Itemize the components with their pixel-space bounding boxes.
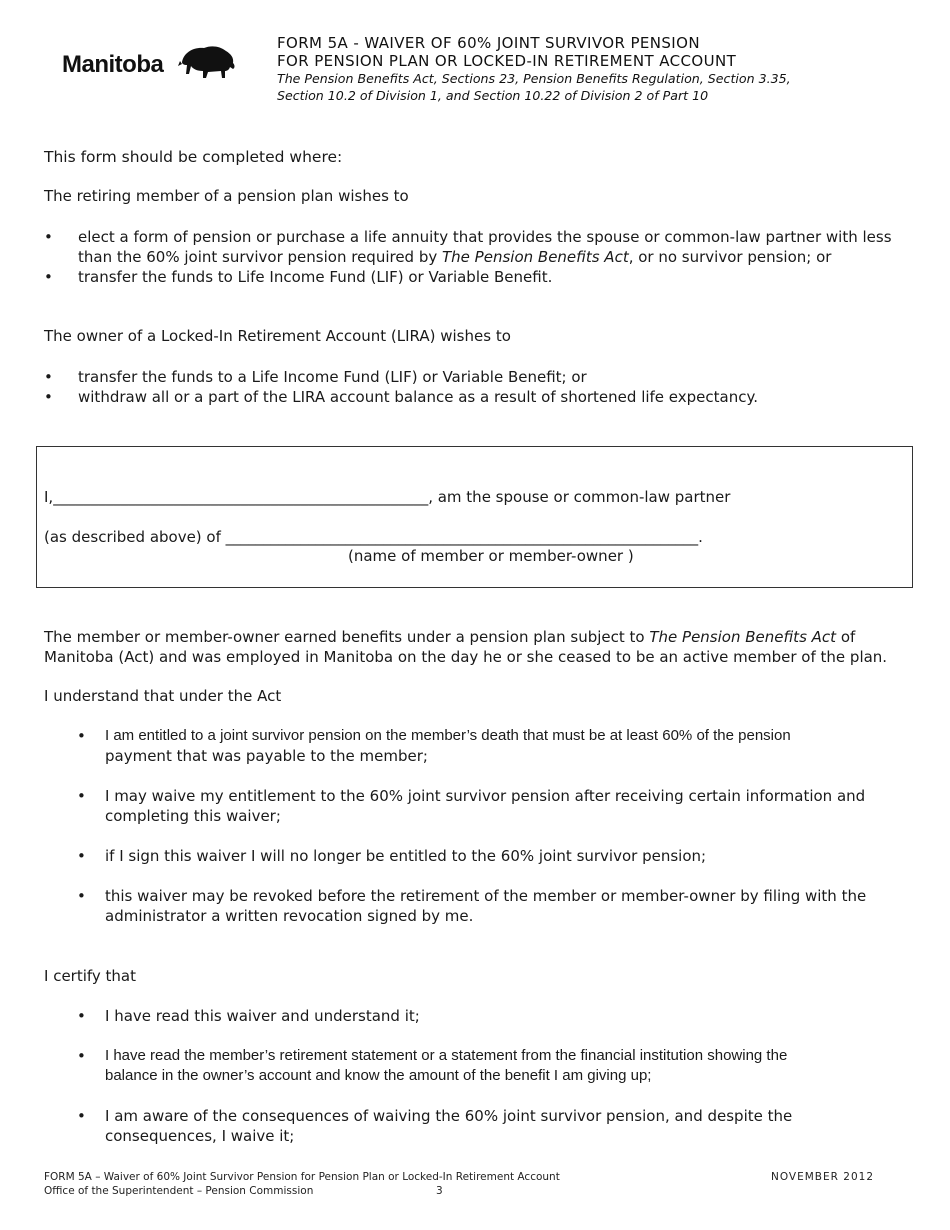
act-name: The Pension Benefits Act (442, 248, 629, 266)
list-item (77, 726, 917, 766)
footer-office: Office of the Superintendent – Pension Commission (44, 1185, 314, 1197)
bullet-dot: • (44, 388, 53, 406)
bullet-text: if I sign this waiver I will no longer be entitled to the 60% joint survivor pension; (105, 847, 707, 865)
bullet-text-line2: consequences, I waive it; (105, 1127, 295, 1145)
manitoba-logo (62, 42, 237, 84)
bullet-text: elect a form of pension or purchase a life annuity that provides the spouse or common-law partner with less (78, 228, 892, 246)
list-item (44, 367, 924, 387)
intro-heading: This form should be completed where: (44, 148, 343, 166)
understand-heading: I understand that under the Act (44, 687, 282, 705)
form-title-line2: FOR PENSION PLAN OR LOCKED-IN RETIREMENT ACCOUNT (277, 52, 737, 70)
list-item (44, 227, 924, 267)
list-item (44, 387, 924, 407)
form-header (277, 34, 917, 104)
list-item (77, 886, 917, 926)
form-subtitle-line2: Section 10.2 of Division 1, and Section 10.22 of Division 2 of Part 10 (277, 88, 709, 103)
text-segment: The member or member-owner earned benefits under a pension plan subject to (44, 628, 650, 646)
bullet-text: I have read this waiver and understand it; (105, 1007, 420, 1025)
bullet-text: transfer the funds to a Life Income Fund (LIF) or Variable Benefit; or (78, 368, 587, 386)
bullet-text: I may waive my entitlement to the 60% joint survivor pension after receiving certain information and (105, 787, 866, 805)
footer-date: NOVEMBER 2012 (771, 1171, 875, 1183)
form-title-line1: FORM 5A - WAIVER OF 60% JOINT SURVIVOR PENSION (277, 34, 700, 52)
bullet-dot: • (77, 887, 86, 905)
bullet-text: I have read the member’s retirement statement or a statement from the financial institution showing the (105, 1047, 788, 1064)
act-paragraph-line2: Manitoba (Act) and was employed in Manitoba on the day he or she ceased to be an active member of the plan. (44, 648, 888, 666)
act-name: The Pension Benefits Act (649, 628, 837, 646)
member-name-field[interactable]: (as described above) of _______________________________________________________________. (44, 528, 703, 546)
bullet-dot: • (77, 1107, 86, 1125)
certify-heading: I certify that (44, 967, 137, 985)
list-item (77, 1006, 917, 1026)
bullet-dot: • (77, 787, 86, 805)
list-item (77, 1046, 917, 1086)
bullet-dot: • (44, 368, 53, 386)
bullet-dot: • (77, 1007, 86, 1025)
bullet-text-line2 (78, 247, 831, 267)
bullet-dot: • (77, 727, 86, 745)
bullet-text: this waiver may be revoked before the retirement of the member or member-owner by filing with the (105, 887, 867, 905)
form-subtitle-line1: The Pension Benefits Act, Sections 23, Pension Benefits Regulation, Section 3.35, (277, 71, 791, 86)
bullet-dot: • (77, 847, 86, 865)
footer-form-title: FORM 5A – Waiver of 60% Joint Survivor Pension for Pension Plan or Locked-In Retirement Account (44, 1171, 560, 1183)
declaration-box (36, 446, 913, 588)
bullet-text: I am entitled to a joint survivor pension on the member’s death that must be at least 60% of the pension (105, 727, 791, 744)
bullet-dot: • (44, 228, 53, 246)
bullet-text-line2: completing this waiver; (105, 807, 281, 825)
text-segment: , or no survivor pension; or (628, 248, 832, 266)
bullet-dot: • (44, 268, 53, 286)
bullet-text: transfer the funds to Life Income Fund (LIF) or Variable Benefit. (78, 268, 553, 286)
bullet-dot: • (77, 1047, 86, 1065)
bullet-text: I am aware of the consequences of waiving the 60% joint survivor pension, and despite the (105, 1107, 793, 1125)
text-segment: of (836, 628, 856, 646)
text-segment: than the 60% joint survivor pension required by (78, 248, 443, 266)
list-item (77, 846, 917, 866)
list-item (77, 1106, 917, 1146)
bullet-text-line2: administrator a written revocation signed by me. (105, 907, 474, 925)
bullet-text-line2: balance in the owner’s account and know the amount of the benefit I am giving up; (105, 1067, 652, 1084)
member-name-caption: (name of member or member-owner ) (348, 547, 634, 565)
bullet-text: withdraw all or a part of the LIRA account balance as a result of shortened life expectancy. (78, 388, 758, 406)
member-intro: The retiring member of a pension plan wishes to (44, 187, 409, 205)
lira-intro: The owner of a Locked-In Retirement Account (LIRA) wishes to (44, 327, 511, 345)
bullet-text-line2: payment that was payable to the member; (105, 747, 428, 765)
list-item (44, 267, 924, 287)
page-number: 3 (436, 1185, 443, 1197)
spouse-name-field[interactable]: I,__________________________________________________, am the spouse or common-law partner (44, 488, 731, 506)
logo-text: Manitoba (62, 51, 164, 78)
act-paragraph-line1 (44, 627, 855, 647)
list-item (77, 786, 917, 826)
bison-icon (178, 44, 236, 80)
